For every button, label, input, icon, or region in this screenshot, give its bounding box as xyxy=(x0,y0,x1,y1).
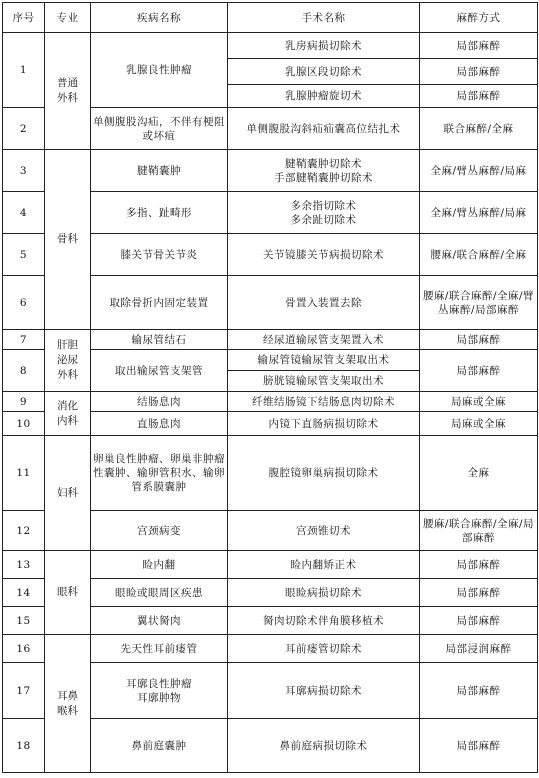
anesthesia-cell: 局部麻醉 xyxy=(420,330,538,350)
anesthesia-cell: 局部麻醉 xyxy=(420,350,538,392)
anesthesia-table xyxy=(2,2,538,773)
table-row xyxy=(3,33,538,59)
surgery-cell: 纤维结肠镜下结肠息肉切除术 xyxy=(228,392,420,412)
row-no: 6 xyxy=(3,276,45,330)
disease-cell: 睑内翻 xyxy=(91,551,228,579)
anesthesia-cell: 局部麻醉 xyxy=(420,551,538,579)
anesthesia-cell: 局部麻醉 xyxy=(420,607,538,635)
specialty-cell: 肝胆 泌尿 外科 xyxy=(45,330,91,392)
disease-cell: 膝关节骨关节炎 xyxy=(91,234,228,276)
anesthesia-cell: 腰麻/联合麻醉/全麻/臂丛麻醉/局部麻醉 xyxy=(420,276,538,330)
row-no: 16 xyxy=(3,635,45,663)
disease-cell: 结肠息肉 xyxy=(91,392,228,412)
row-no: 5 xyxy=(3,234,45,276)
row-no: 3 xyxy=(3,150,45,192)
row-no: 14 xyxy=(3,579,45,607)
table-row xyxy=(3,436,538,511)
specialty-cell: 耳鼻 喉科 xyxy=(45,635,91,773)
table-row xyxy=(3,392,538,412)
header-anesthesia: 麻醉方式 xyxy=(420,3,538,33)
surgery-cell: 膀胱镜输尿管支架取出术 xyxy=(228,371,420,392)
specialty-cell: 妇科 xyxy=(45,436,91,551)
disease-cell: 先天性耳前瘘管 xyxy=(91,635,228,663)
row-no: 11 xyxy=(3,436,45,511)
disease-cell: 翼状胬肉 xyxy=(91,607,228,635)
disease-cell: 输尿管结石 xyxy=(91,330,228,350)
specialty-cell xyxy=(45,33,91,150)
specialty-label: 普通 外科 xyxy=(57,77,78,104)
specialty-cell: 消化 内科 xyxy=(45,392,91,436)
table-row xyxy=(3,551,538,579)
disease-cell: 卵巢良性肿瘤、卵巢非肿瘤性囊肿、输卵管积水、输卵管系膜囊肿 xyxy=(91,436,228,511)
disease-cell: 直肠息肉 xyxy=(91,412,228,436)
header-specialty: 专业 xyxy=(45,3,91,33)
row-no: 18 xyxy=(3,719,45,773)
anesthesia-cell: 局部麻醉 xyxy=(420,33,538,59)
surgery-cell: 单侧腹股沟斜疝疝囊高位结扎术 xyxy=(228,108,420,150)
row-no: 8 xyxy=(3,350,45,392)
row-no: 1 xyxy=(3,33,45,108)
disease-cell: 宫颈病变 xyxy=(91,511,228,551)
disease-cell: 取出输尿管支架管 xyxy=(91,350,228,392)
surgery-cell: 腱鞘囊肿切除术 手部腱鞘囊肿切除术 xyxy=(228,150,420,192)
disease-cell: 单侧腹股沟疝，不伴有梗阻或坏疽 xyxy=(91,108,228,150)
surgery-cell: 多余指切除术 多余趾切除术 xyxy=(228,192,420,234)
surgery-cell: 乳房病损切除术 xyxy=(228,33,420,59)
surgery-cell: 乳腺区段切除术 xyxy=(228,59,420,85)
anesthesia-cell: 局部麻醉 xyxy=(420,579,538,607)
header-surgery: 手术名称 xyxy=(228,3,420,33)
disease-cell: 耳廓良性肿瘤 耳廓肿物 xyxy=(91,663,228,719)
anesthesia-cell: 联合麻醉/全麻 xyxy=(420,108,538,150)
anesthesia-cell: 全麻 xyxy=(420,436,538,511)
anesthesia-cell: 局部浸润麻醉 xyxy=(420,635,538,663)
surgery-cell: 耳廓病损切除术 xyxy=(228,663,420,719)
header-row xyxy=(3,3,538,33)
surgery-cell: 骨置入装置去除 xyxy=(228,276,420,330)
disease-cell: 乳腺良性肿瘤 xyxy=(91,33,228,108)
row-no: 17 xyxy=(3,663,45,719)
table-row xyxy=(3,330,538,350)
surgery-cell: 关节镜膝关节病损切除术 xyxy=(228,234,420,276)
row-no: 12 xyxy=(3,511,45,551)
anesthesia-cell: 局部麻醉 xyxy=(420,59,538,85)
surgery-cell: 睑内翻矫正术 xyxy=(228,551,420,579)
row-no: 15 xyxy=(3,607,45,635)
disease-cell: 取除骨折内固定装置 xyxy=(91,276,228,330)
surgery-cell: 胬肉切除术伴角膜移植术 xyxy=(228,607,420,635)
anesthesia-cell: 腰麻/联合麻醉/全麻/局部麻醉 xyxy=(420,511,538,551)
anesthesia-cell: 局部麻醉 xyxy=(420,719,538,773)
row-no: 13 xyxy=(3,551,45,579)
row-no: 7 xyxy=(3,330,45,350)
table-row xyxy=(3,150,538,192)
anesthesia-cell: 全麻/臂丛麻醉/局麻 xyxy=(420,150,538,192)
disease-cell: 腱鞘囊肿 xyxy=(91,150,228,192)
surgery-cell: 经尿道输尿管支架置入术 xyxy=(228,330,420,350)
table-row xyxy=(3,635,538,663)
anesthesia-cell: 局麻或全麻 xyxy=(420,392,538,412)
surgery-cell: 眼睑病损切除术 xyxy=(228,579,420,607)
specialty-cell: 骨科 xyxy=(45,150,91,330)
disease-cell: 眼睑或眼周区疾患 xyxy=(91,579,228,607)
row-no: 2 xyxy=(3,108,45,150)
surgery-cell: 输尿管镜输尿管支架取出术 xyxy=(228,350,420,371)
surgery-cell: 宫颈锥切术 xyxy=(228,511,420,551)
surgery-cell: 内镜下直肠病损切除术 xyxy=(228,412,420,436)
surgery-cell: 鼻前庭病损切除术 xyxy=(228,719,420,773)
anesthesia-cell: 局部麻醉 xyxy=(420,663,538,719)
row-no: 4 xyxy=(3,192,45,234)
row-no: 10 xyxy=(3,412,45,436)
row-no: 9 xyxy=(3,392,45,412)
surgery-cell: 耳前瘘管切除术 xyxy=(228,635,420,663)
surgery-cell: 乳腺肿瘤旋切术 xyxy=(228,85,420,108)
anesthesia-cell: 腰麻/联合麻醉/全麻 xyxy=(420,234,538,276)
anesthesia-cell: 局麻或全麻 xyxy=(420,412,538,436)
disease-cell: 鼻前庭囊肿 xyxy=(91,719,228,773)
specialty-cell: 眼科 xyxy=(45,551,91,635)
disease-cell: 多指、趾畸形 xyxy=(91,192,228,234)
surgery-cell: 腹腔镜卵巢病损切除术 xyxy=(228,436,420,511)
header-no: 序号 xyxy=(3,3,45,33)
anesthesia-cell: 局部麻醉 xyxy=(420,85,538,108)
header-disease: 疾病名称 xyxy=(91,3,228,33)
anesthesia-cell: 全麻/臂丛麻醉/局麻 xyxy=(420,192,538,234)
